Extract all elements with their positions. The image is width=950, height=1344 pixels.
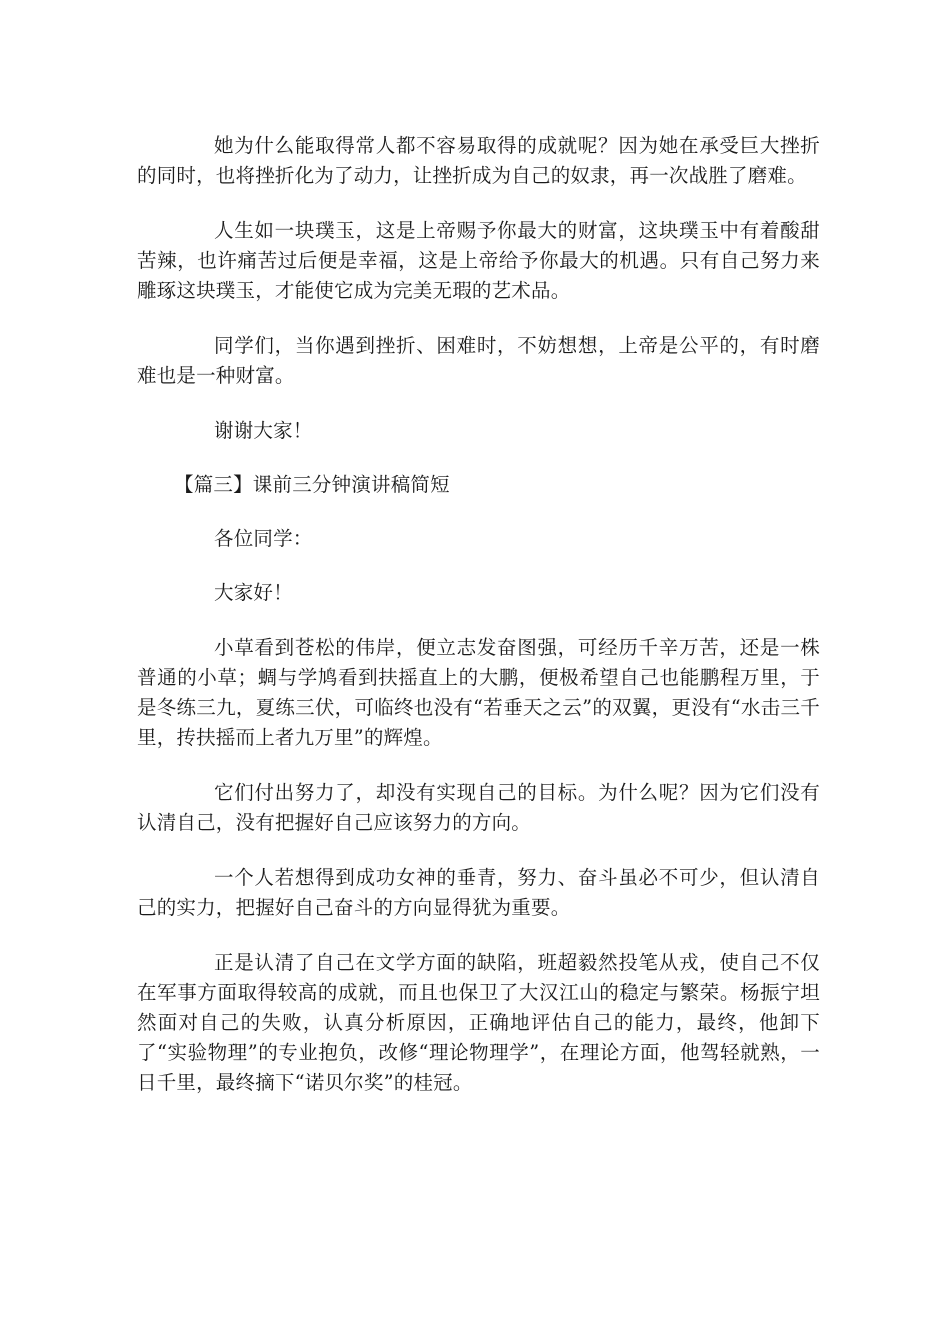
paragraph-6: 一个人若想得到成功女神的垂青，努力、奋斗虽必不可少，但认清自己的实力，把握好自己奋斗的方向显得犹为重要。 [137,866,820,919]
document-page [137,131,820,1098]
paragraph-2: 人生如一块璞玉，这是上帝赐予你最大的财富，这块璞玉中有着酸甜苦辣，也许痛苦过后便是幸福，这是上帝给予你最大的机遇。只有自己努力来雕琢这块璞玉，才能使它成为完美无瑕的艺术品。 [137,219,820,302]
greeting: 大家好！ [214,581,293,604]
paragraph-4: 小草看到苍松的伟岸，便立志发奋图强，可经历千辛万苦，还是一株普通的小草；蜩与学鸠看到扶摇直上的大鹏，便极希望自己也能鹏程万里，于是冬练三九，夏练三伏，可临终也没有“若垂天之云”的双翼，更没有“水击三千里，抟扶摇而上者九万里”的辉煌。 [137,636,820,749]
paragraph-3: 同学们，当你遇到挫折、困难时，不妨想想，上帝是公平的，有时磨难也是一种财富。 [137,334,820,387]
paragraph-1: 她为什么能取得常人都不容易取得的成就呢？因为她在承受巨大挫折的同时，也将挫折化为了动力，让挫折成为自己的奴隶，再一次战胜了磨难。 [137,134,820,187]
section-heading: 【篇三】课前三分钟演讲稿简短 [174,473,450,496]
salutation: 各位同学： [214,527,313,550]
closing-thanks: 谢谢大家！ [214,419,313,442]
paragraph-5: 它们付出努力了，却没有实现自己的目标。为什么呢？因为它们没有认清自己，没有把握好自己应该努力的方向。 [137,781,820,834]
paragraph-7: 正是认清了自己在文学方面的缺陷，班超毅然投笔从戎，使自己不仅在军事方面取得较高的成就，而且也保卫了大汉江山的稳定与繁荣。杨振宁坦然面对自己的失败，认真分析原因，正确地评估自己的能力，最终，他卸下了“实验物理”的专业抱负，改修“理论物理学”，在理论方面，他驾轻就熟，一日千里，最终摘下“诺贝尔奖”的桂冠。 [137,951,820,1094]
